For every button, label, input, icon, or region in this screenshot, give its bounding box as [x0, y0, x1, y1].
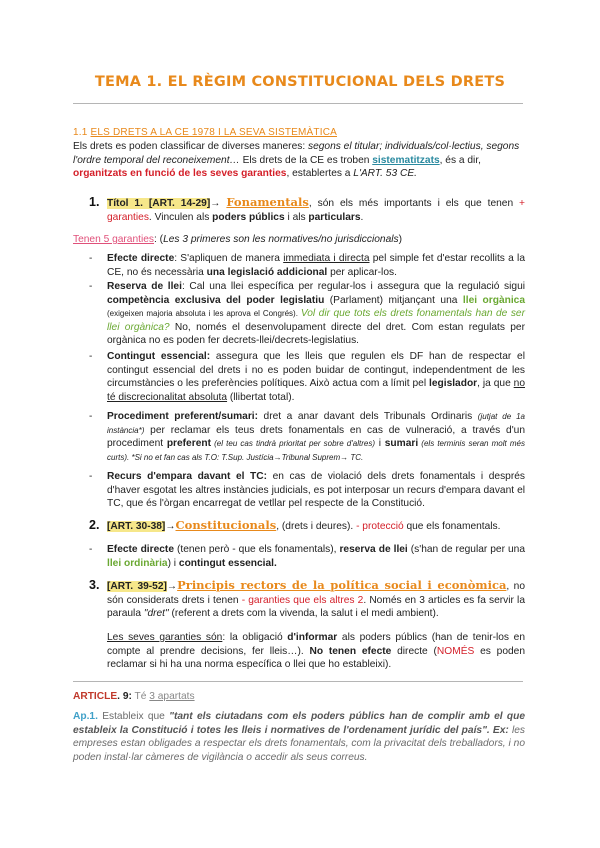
page-title: TEMA 1. EL RÈGIM CONSTITUCIONAL DELS DRETS: [94, 74, 506, 90]
list-number: 1.: [89, 195, 100, 209]
apartat-1: Ap.1. Estableix que "tant els ciutadans com els poders públics han de complir amb el que estableix la Constitució i totes les lleis i normatives de l'ordenament jurídic del país". Ex: les empreses estan obligades a respectar els drets fonamentals, com la privacitat dels treballadors, i no poden instal·lar càmeres de vigilància o accedir als seus correus.: [73, 711, 526, 763]
bullet: -: [89, 411, 93, 422]
bullet: -: [89, 544, 93, 555]
divider: [73, 103, 523, 104]
bullet-contingut-essencial: Contingut essencial: assegura que les lleis que regulen els DF han de respectar el contingut essencial del drets i no es poden buidar de contingut, independentment de les circumstàncies o les preferències polítiques. Això actua com a límit pel legislador, ja que no té discrecionalitat absoluta (llibertat total).: [107, 351, 525, 403]
bullet-efecte-directe: Efecte directe: S'apliquen de manera immediata i directa pel simple fet d'estar recollits a la CE, no és necessària una legislació addicional per aplicar-los.: [107, 253, 525, 278]
list-number: 3.: [89, 578, 100, 592]
bullet-recurs-empara: Recurs d'empara davant el TC: en cas de violació dels drets fonamentals i després d'haver esgotat les altres instàncies judicials, es pot interposar un recurs d'empara davant el TC, que és l'òrgan encarregat de vetllar pel respecte de la Constitució.: [107, 471, 526, 509]
section-label: ELS DRETS A LA CE 1978 I LA SEVA SISTEMÀTICA: [90, 127, 338, 138]
item-constitucionals: [ART. 30-38]→Constitucionals, (drets i deures). - protecció que els fonamentals.: [107, 518, 501, 532]
section-heading: [73, 126, 525, 140]
bullet-procediment: Procediment preferent/sumari: dret a anar davant dels Tribunals Ordinaris (jutjat de 1a instància*) per reclamar els teus drets fonamentals en cas de vulneració, a través d'un procediment preferent (el teu cas tindrà prioritat per sobre d'altres) i sumari (els terminis seran molt més curts). *Si no et fan cas als T.O: T.Sup. Justícia→Tribunal Suprem→ TC.: [107, 411, 525, 462]
intro-paragraph: Els drets es poden classificar de diverses maneres: segons el titular; individuals/col·lectius, segons l'ordre temporal del reconeixement… Els drets de la CE es troben sistematitzats, és a dir, organitzats en funció de les seves garanties, establertes a L'ART. 53 CE.: [73, 141, 520, 179]
bullet: -: [89, 471, 93, 482]
divider: [73, 681, 523, 682]
guarantees-heading: Tenen 5 garanties: (Les 3 primeres son les normatives/no jurisdiccionals): [73, 234, 403, 245]
item-fonamentals: Títol 1. [ART. 14-29]→ Fonamentals, són els més importants i els que tenen + garanties. Vinculen als poders públics i als particulars.: [107, 195, 525, 223]
section-number: 1.1: [73, 127, 88, 138]
list-number: 2.: [89, 518, 100, 532]
item-principis-rectors: [ART. 39-52]→Principis rectors de la política social i econòmica, no són considerats drets i tenen - garanties que els altres 2. Només en 3 articles es fa servir la paraula "dret" (referent a drets com la vivenda, la salut i el medi ambient).: [107, 578, 525, 619]
bullet: -: [89, 281, 93, 292]
bullet: -: [89, 253, 93, 264]
garanties-principis: Les seves garanties són: la obligació d'informar als poders públics (han de tenir-los en compte al prendre decisions, fer lleis…). No tenen efecte directe (NOMÉS es poden reclamar si hi ha una norma específica o llei que ho estableixi).: [107, 632, 525, 670]
sistematitzats-link[interactable]: sistematitzats: [372, 154, 440, 166]
bullet-reserva-llei: Reserva de llei: Cal una llei específica per regular-los i assegura que la regulació sigui competència exclusiva del poder legislatiu (Parlament) mitjançant una llei orgànica (exigeixen majoria absoluta i les aprova el Congrés). Vol dir que tots els drets fonamentals han de ser llei orgànica? No, només el desenvolupament directe del dret. Com estan regulats per orgànica no es poden fer decrets-llei/decrets-legislatius.: [107, 281, 526, 346]
bullet-efecte-directe-2: Efecte directe (tenen però - que els fonamentals), reserva de llei (s'han de regular per una llei ordinària) i contingut essencial.: [107, 544, 525, 569]
bullet: -: [89, 351, 93, 362]
article-heading: ARTICLE. 9: Té 3 apartats: [73, 691, 195, 702]
